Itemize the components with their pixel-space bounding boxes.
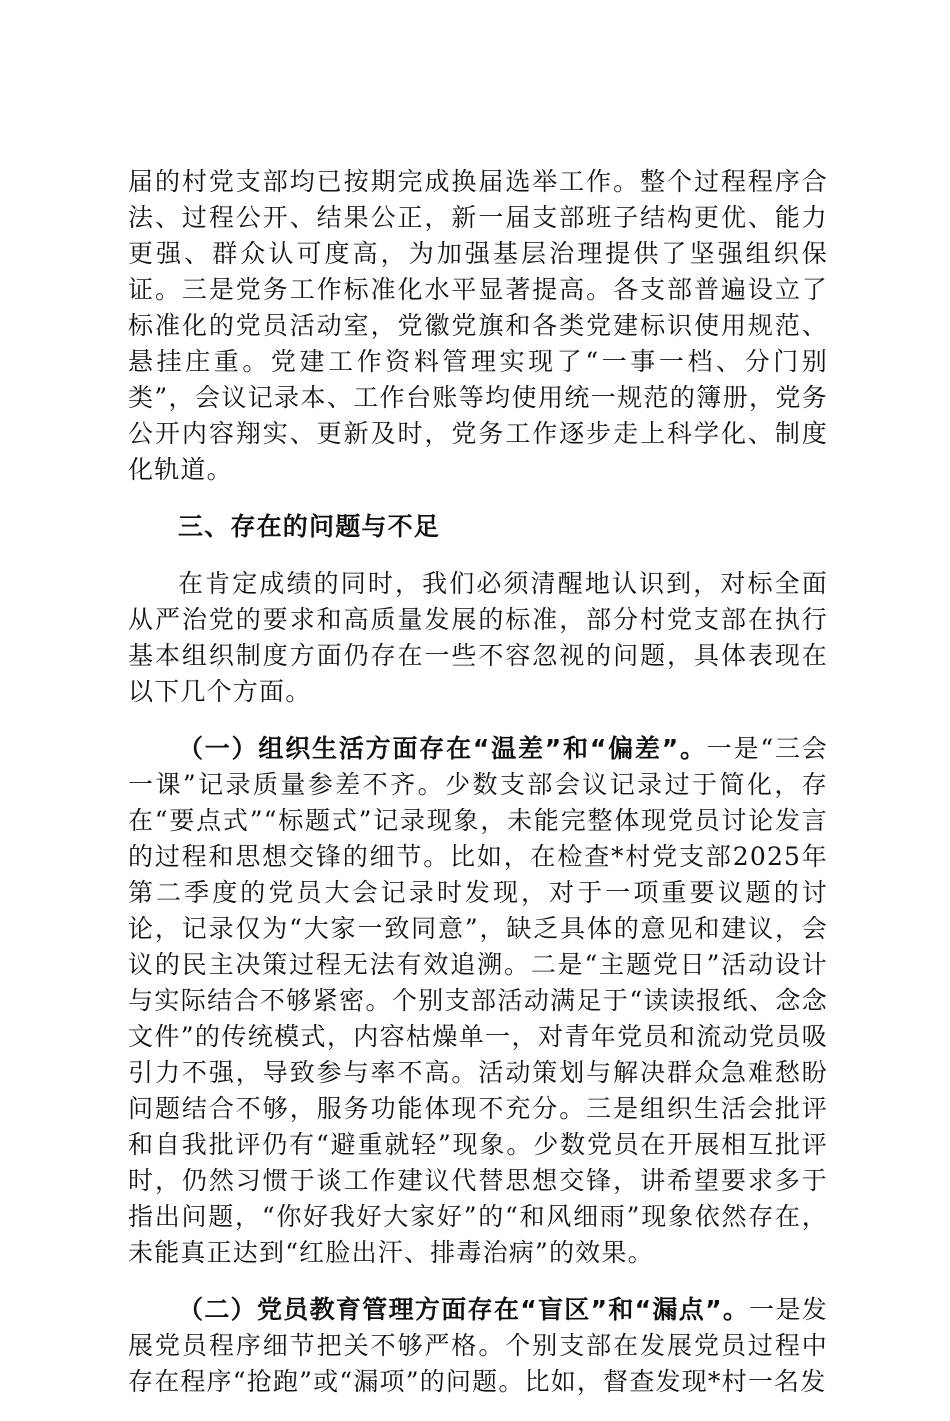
subsection-1-body: 一是“三会一课”记录质量参差不齐。少数支部会议记录过于简化，存在“要点式”“标题式”记录现象，未能完整体现党员讨论发言的过程和思想交锋的细节。比如，在检查*村党支部2025年第二季度的党员大会记录时发现，对于一项重要议题的讨论，记录仅为“大家一致同意”，缺乏具体的意见和建议，会议的民主决策过程无法有效追溯。二是“主题党日”活动设计与实际结合不够紧密。个别支部活动满足于“读读报纸、念念文件”的传统模式，内容枯燥单一，对青年党员和流动党员吸引力不强，导致参与率不高。活动策划与解决群众急难愁盼问题结合不够，服务功能体现不充分。三是组织生活会批评和自我批评仍有“避重就轻”现象。少数党员在开展相互批评时，仍然习惯于谈工作建议代替思想交锋，讲希望要求多于指出问题，“你好我好大家好”的“和风细雨”现象依然存在，未能真正达到“红脸出汗、排毒治病”的效果。 xyxy=(128,734,828,1267)
subsection-2-title: （二）党员教育管理方面存在“盲区”和“漏点”。 xyxy=(178,1295,750,1324)
paragraph-subsection-2 xyxy=(128,1292,828,1400)
paragraph-subsection-1 xyxy=(128,731,828,1271)
paragraph-problems-intro: 在肯定成绩的同时，我们必须清醒地认识到，对标全面从严治党的要求和高质量发展的标准，部分村党支部在执行基本组织制度方面仍存在一些不容忽视的问题，具体表现在以下几个方面。 xyxy=(128,569,828,706)
document-body xyxy=(128,164,828,1421)
subsection-1-title: （一）组织生活方面存在“温差”和“偏差”。 xyxy=(178,734,707,763)
paragraph-achievements: 届的村党支部均已按期完成换届选举工作。整个过程程序合法、过程公开、结果公正，新一届支部班子结构更优、能力更强、群众认可度高，为加强基层治理提供了坚强组织保证。三是党务工作标准化水平显著提高。各支部普遍设立了标准化的党员活动室，党徽党旗和各类党建标识使用规范、悬挂庄重。党建工作资料管理实现了“一事一档、分门别类”，会议记录本、工作台账等均使用统一规范的簿册，党务公开内容翔实、更新及时，党务工作逐步走上科学化、制度化轨道。 xyxy=(128,167,828,484)
subsection-2-body: 一是发展党员程序细节把关不够严格。个别支部在发展党员过程中存在程序“抢跑”或“漏项”的问题。比如，督查发现*村一名发 xyxy=(128,1295,829,1396)
section-heading-problems: 三、存在的问题与不足 xyxy=(178,512,441,541)
